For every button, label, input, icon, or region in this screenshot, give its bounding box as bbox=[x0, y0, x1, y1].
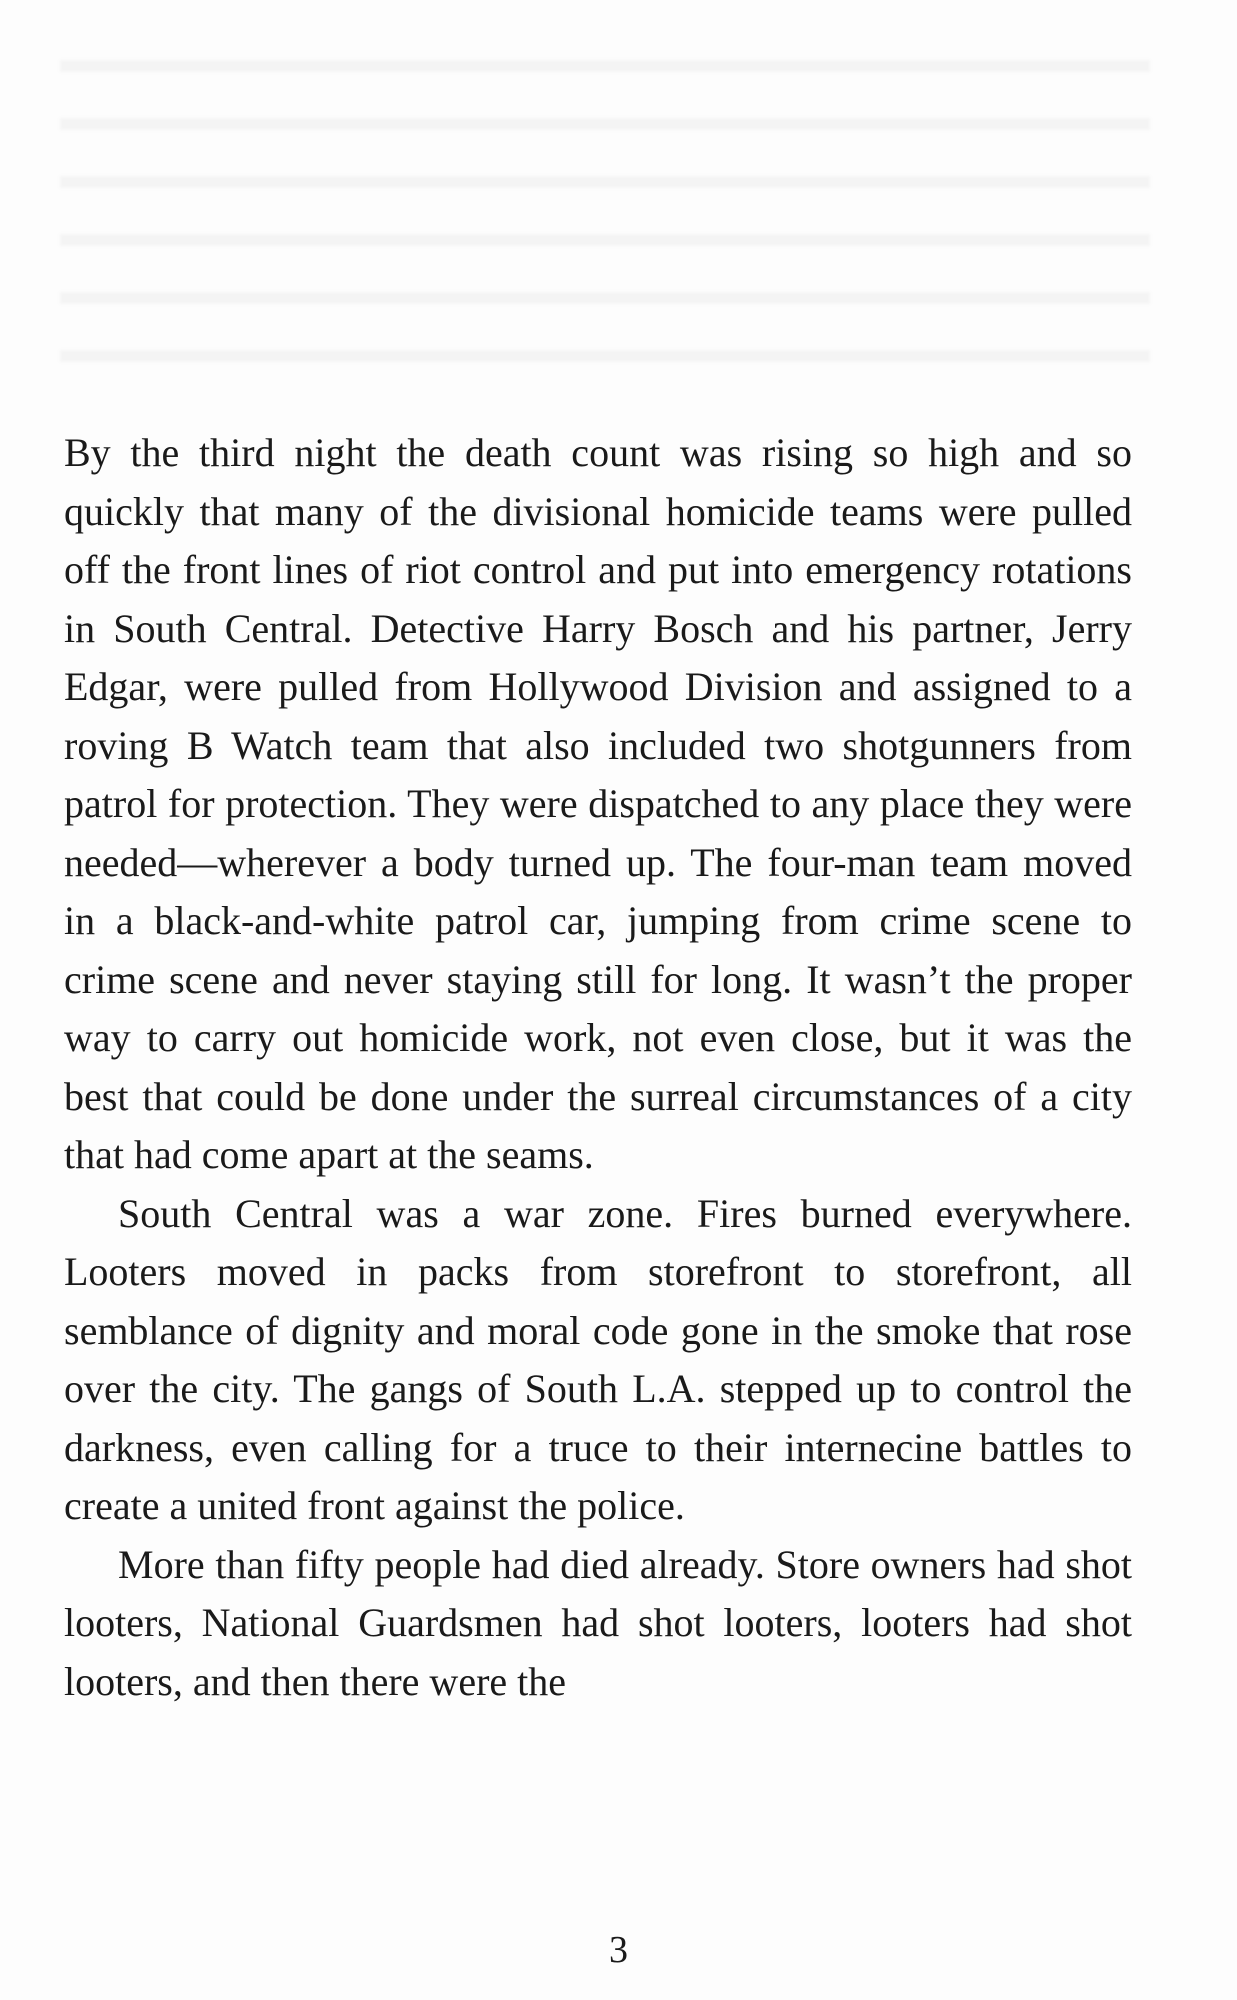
page-number: 3 bbox=[609, 1929, 628, 1971]
show-through-text bbox=[60, 22, 1150, 392]
paragraph-3: More than fifty people had died already. Store owners had shot looters, National Guardsmen had shot looters, looters had shot looters, and then there were the bbox=[64, 1541, 1132, 1704]
body-text bbox=[64, 424, 1132, 1711]
paragraph-2: South Central was a war zone. Fires burned everywhere. Looters moved in packs from storefront to storefront, all semblance of dignity and moral code gone in the smoke that rose over the city. The gangs of South L.A. stepped up to control the darkness, even calling for a truce to their internecine battles to create a united front against the police. bbox=[64, 1190, 1132, 1528]
paragraph-1: By the third night the death count was rising so high and so quickly that many of the divisional homicide teams were pulled off the front lines of riot control and put into emergency rotations in South Central. Detective Harry Bosch and his partner, Jerry Edgar, were pulled from Hollywood Division and assigned to a roving B Watch team that also included two shotgunners from patrol for protection. They were dispatched to any place they were needed—wherever a body turned up. The four-man team moved in a black-and-white patrol car, jumping from crime scene to crime scene and never staying still for long. It wasn’t the proper way to carry out homicide work, not even close, but it was the best that could be done under the surreal circumstances of a city that had come apart at the seams. bbox=[64, 430, 1132, 1177]
